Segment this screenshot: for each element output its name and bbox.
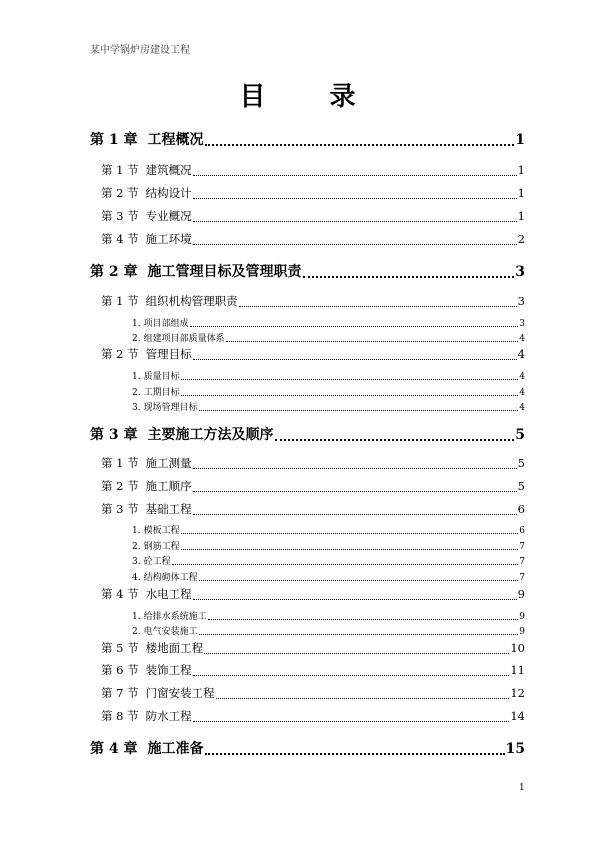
toc-entry-number: 第 4 章: [90, 741, 138, 757]
toc-entry-number: 第 1 章: [90, 132, 138, 148]
toc-chapter-entry[interactable]: [90, 261, 525, 281]
toc-entry-label: [132, 316, 189, 329]
toc-entry-label: [101, 640, 203, 656]
toc-entry-page: 6: [519, 526, 525, 536]
toc-entry-label: [101, 293, 238, 309]
toc-entry-number: 第 5 节: [101, 641, 139, 655]
toc-entry-label: [101, 501, 192, 517]
toc-entry-title: 质量目标: [143, 372, 180, 382]
toc-item-entry[interactable]: [132, 316, 525, 329]
toc-item-entry[interactable]: [132, 369, 525, 382]
toc-leader-dots: [193, 175, 517, 176]
toc-entry-page: 9: [519, 612, 525, 622]
toc-entry-number: 第 3 节: [101, 502, 139, 516]
toc-item-entry[interactable]: [132, 570, 525, 583]
toc-entry-title: 水电工程: [145, 587, 192, 601]
toc-entry-number: 1.: [132, 612, 141, 622]
toc-leader-dots: [193, 721, 510, 722]
toc-entry-number: 2.: [132, 542, 141, 552]
toc-leader-dots: [193, 675, 510, 676]
toc-leader-dots: [190, 326, 519, 327]
toc-entry-number: 第 1 节: [101, 294, 139, 308]
toc-entry-page: 7: [519, 573, 525, 583]
toc-entry-title: 模板工程: [143, 526, 180, 536]
toc-leader-dots: [205, 753, 505, 755]
toc-entry-page: 7: [519, 542, 525, 552]
toc-entry-title: 组建项目部质量体系: [143, 334, 225, 344]
toc-section-entry[interactable]: [101, 162, 525, 178]
toc-entry-page: 15: [505, 741, 525, 757]
toc-entry-label: [101, 662, 192, 678]
title-char-left: 目: [239, 82, 266, 112]
toc-entry-label: [132, 570, 198, 583]
toc-entry-label: [101, 231, 192, 247]
toc-entry-number: 第 1 节: [101, 456, 139, 470]
toc-leader-dots: [208, 619, 519, 620]
toc-entry-title: 施工环境: [145, 232, 192, 246]
title-char-right: 录: [329, 82, 356, 112]
toc-entry-page: 12: [510, 686, 525, 700]
toc-leader-dots: [204, 653, 509, 654]
toc-leader-dots: [193, 514, 517, 515]
toc-entry-label: [101, 708, 192, 724]
toc-leader-dots: [181, 533, 519, 534]
toc-entry-title: 楼地面工程: [145, 641, 204, 655]
toc-item-entry[interactable]: [132, 554, 525, 567]
toc-section-entry[interactable]: [101, 640, 525, 656]
toc-entry-number: 第 4 节: [101, 232, 139, 246]
toc-entry-number: 第 4 节: [101, 587, 139, 601]
toc-item-entry[interactable]: [132, 331, 525, 344]
toc-entry-label: [101, 346, 192, 362]
toc-leader-dots: [181, 395, 519, 396]
toc-section-entry[interactable]: [101, 293, 525, 309]
toc-entry-page: 4: [519, 334, 525, 344]
toc-entry-number: 第 2 节: [101, 186, 139, 200]
toc-entry-label: [132, 624, 198, 637]
toc-entry-page: 3: [517, 294, 525, 308]
toc-entry-number: 第 3 章: [90, 427, 138, 443]
toc-leader-dots: [193, 221, 517, 222]
toc-entry-page: 7: [519, 557, 525, 567]
toc-entry-number: 第 3 节: [101, 209, 139, 223]
toc-entry-label: [90, 738, 204, 758]
toc-leader-dots: [172, 564, 519, 565]
toc-leader-dots: [216, 698, 510, 699]
toc-section-entry[interactable]: [101, 708, 525, 724]
toc-entry-title: 门窗安装工程: [145, 686, 215, 700]
toc-entry-label: [101, 185, 192, 201]
toc-entry-page: 3: [519, 319, 525, 329]
toc-leader-dots: [193, 244, 517, 245]
toc-entry-page: 4: [519, 388, 525, 398]
toc-entry-title: 施工管理目标及管理职责: [147, 264, 302, 280]
toc-entry-title: 组织机构管理职责: [145, 294, 238, 308]
toc-leader-dots: [181, 379, 519, 380]
toc-entry-page: 5: [517, 456, 525, 470]
toc-entry-title: 施工测量: [145, 456, 192, 470]
toc-entry-title: 装饰工程: [145, 663, 192, 677]
toc-section-entry[interactable]: [101, 586, 525, 602]
toc-entry-label: [132, 331, 225, 344]
toc-leader-dots: [239, 306, 517, 307]
toc-section-entry[interactable]: [101, 455, 525, 471]
toc-entry-number: 3.: [132, 557, 141, 567]
toc-entry-number: 2.: [132, 627, 141, 637]
toc-entry-title: 建筑概况: [145, 163, 192, 177]
toc-leader-dots: [199, 410, 519, 411]
toc-entry-number: 第 6 节: [101, 663, 139, 677]
toc-chapter-entry[interactable]: [90, 424, 525, 444]
toc-leader-dots: [226, 341, 519, 342]
toc-entry-page: 1: [517, 186, 525, 200]
toc-entry-title: 项目部组成: [143, 319, 189, 329]
toc-section-entry[interactable]: [101, 185, 525, 201]
toc-entry-number: 1.: [132, 372, 141, 382]
toc-entry-title: 施工准备: [147, 741, 204, 757]
toc-entry-number: 第 2 节: [101, 347, 139, 361]
toc-entry-page: 4: [519, 403, 525, 413]
toc-leader-dots: [193, 468, 517, 469]
toc-leader-dots: [199, 634, 519, 635]
toc-leader-dots: [275, 439, 515, 441]
toc-entry-page: 9: [519, 627, 525, 637]
toc-entry-page: 5: [517, 479, 525, 493]
toc-leader-dots: [193, 599, 517, 600]
toc-leader-dots: [193, 198, 517, 199]
toc-section-entry[interactable]: [101, 501, 525, 517]
toc-entry-label: [101, 685, 215, 701]
toc-entry-title: 结构设计: [145, 186, 192, 200]
toc-entry-label: [132, 609, 207, 622]
toc-entry-title: 管理目标: [145, 347, 192, 361]
toc-entry-number: 3.: [132, 403, 141, 413]
toc-entry-title: 电气安装施工: [143, 627, 198, 637]
toc-section-entry[interactable]: [101, 231, 525, 247]
toc-entry-number: 第 7 节: [101, 686, 139, 700]
toc-entry-number: 2.: [132, 388, 141, 398]
toc-entry-page: 10: [510, 641, 525, 655]
toc-entry-page: 4: [519, 372, 525, 382]
toc-leader-dots: [193, 491, 517, 492]
toc-entry-page: 4: [517, 347, 525, 361]
toc-entry-label: [101, 162, 192, 178]
toc-entry-label: [90, 424, 274, 444]
toc-entry-page: 14: [510, 709, 525, 723]
toc-section-entry[interactable]: [101, 478, 525, 494]
toc-section-entry[interactable]: [101, 662, 525, 678]
toc-leader-dots: [303, 276, 515, 278]
toc-chapter-entry[interactable]: [90, 738, 525, 758]
toc-entry-title: 专业概况: [145, 209, 192, 223]
toc-entry-label: [132, 385, 180, 398]
toc-leader-dots: [193, 359, 517, 360]
toc-entry-page: 11: [510, 663, 525, 677]
toc-entry-title: 基础工程: [145, 502, 192, 516]
toc-entry-number: 4.: [132, 573, 141, 583]
toc-entry-label: [90, 261, 302, 281]
toc-entry-label: [101, 208, 192, 224]
toc-entry-number: 1.: [132, 526, 141, 536]
toc-entry-title: 给排水系统施工: [143, 612, 207, 622]
toc-item-entry[interactable]: [132, 400, 525, 413]
toc-entry-title: 砼工程: [143, 557, 171, 567]
toc-entry-number: 第 8 节: [101, 709, 139, 723]
running-header: 某中学锅炉房建设工程: [90, 45, 190, 56]
toc-entry-number: 2.: [132, 334, 141, 344]
toc-entry-number: 1.: [132, 319, 141, 329]
toc-entry-title: 施工顺序: [145, 479, 192, 493]
toc-entry-title: 主要施工方法及顺序: [147, 427, 274, 443]
toc-entry-page: 1: [517, 209, 525, 223]
toc-entry-title: 工程概况: [147, 132, 204, 148]
toc-item-entry[interactable]: [132, 523, 525, 536]
toc-entry-page: 6: [517, 502, 525, 516]
toc-entry-label: [132, 369, 180, 382]
toc-entry-page: 5: [515, 427, 525, 443]
toc-entry-label: [90, 129, 204, 149]
page-title: [0, 76, 595, 113]
toc-entry-page: 9: [517, 587, 525, 601]
toc-item-entry[interactable]: [132, 385, 525, 398]
toc-leader-dots: [199, 580, 519, 581]
toc-entry-number: 第 2 节: [101, 479, 139, 493]
toc-entry-title: 钢筋工程: [143, 542, 180, 552]
toc-entry-number: 第 1 节: [101, 163, 139, 177]
toc-item-entry[interactable]: [132, 539, 525, 552]
toc-entry-label: [132, 539, 180, 552]
toc-entry-number: 第 2 章: [90, 264, 138, 280]
toc-entry-title: 工期目标: [143, 388, 180, 398]
toc-entry-label: [132, 400, 198, 413]
toc-entry-title: 防水工程: [145, 709, 192, 723]
toc-entry-label: [101, 478, 192, 494]
toc-entry-page: 1: [515, 132, 525, 148]
toc-chapter-entry[interactable]: [90, 129, 525, 149]
toc-item-entry[interactable]: [132, 609, 525, 622]
toc-entry-label: [132, 523, 180, 536]
toc-item-entry[interactable]: [132, 624, 525, 637]
toc-entry-label: [101, 586, 192, 602]
toc-section-entry[interactable]: [101, 685, 525, 701]
toc-leader-dots: [181, 549, 519, 550]
toc-section-entry[interactable]: [101, 346, 525, 362]
page-number: 1: [519, 783, 525, 793]
toc-entry-page: 2: [517, 232, 525, 246]
toc-section-entry[interactable]: [101, 208, 525, 224]
toc-entry-title: 现场管理目标: [143, 403, 198, 413]
toc-entry-page: 3: [515, 264, 525, 280]
toc-leader-dots: [205, 144, 515, 146]
toc-entry-label: [101, 455, 192, 471]
toc-entry-title: 结构砌体工程: [143, 573, 198, 583]
toc-entry-label: [132, 554, 171, 567]
toc-entry-page: 1: [517, 163, 525, 177]
